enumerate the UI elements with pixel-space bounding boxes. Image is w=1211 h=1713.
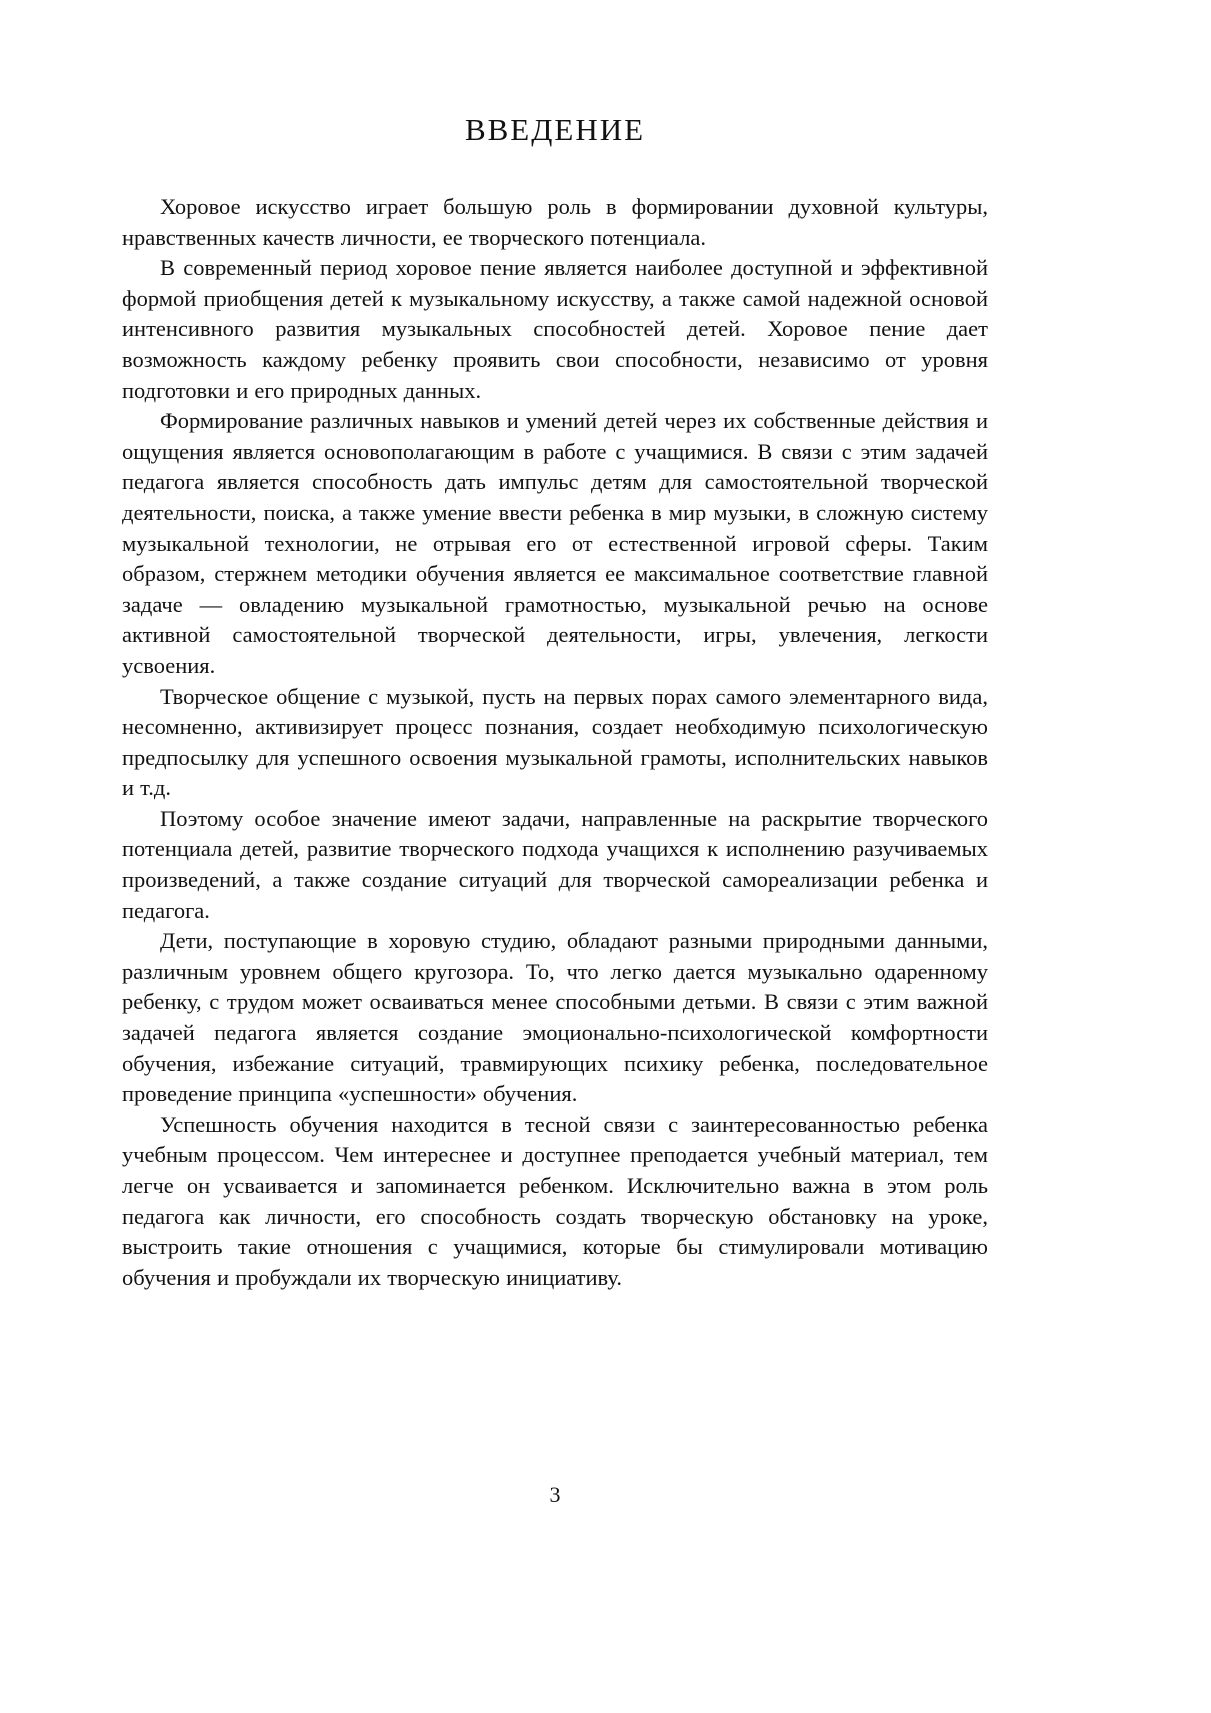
page-number: 3 [549,1482,561,1507]
paragraph-7: Успешность обучения находится в тесной связи с заинтересованностью ребенка учебным процессом. Чем интереснее и доступнее преподается учебный материал, тем легче он усваивается и запоминается ребенком. Исключительно важна в этом роль педагога как личности, его способность создать творческую обстановку на уроке, выстроить такие отношения с учащимися, которые бы стимулировали мотивацию обучения и пробуждали их творческую инициативу. [122,1111,988,1290]
page-title: ВВЕДЕНИЕ [464,112,646,147]
paragraph-5: Поэтому особое значение имеют задачи, направленные на раскрытие творческого потенциала детей, развитие творческого подхода учащихся к исполнению разучиваемых произведений, а также создание ситуаций для творческой самореализации ребенка и педагога. [122,805,988,923]
paragraph-2: В современный период хоровое пение является наиболее доступной и эффективной формой приобщения детей к музыкальному искусству, а также самой надежной основой интенсивного развития музыкальных способностей детей. Хоровое пение дает возможность каждому ребенку проявить свои способности, независимо от уровня подготовки и его природных данных. [122,255,988,403]
paragraph-1: Хоровое искусство играет большую роль в формировании духовной культуры, нравственных качеств личности, ее творческого потенциала. [122,194,988,250]
paragraph-4: Творческое общение с музыкой, пусть на первых порах самого элементарного вида, несомненно, активизирует процесс познания, создает необходимую психологическую предпосылку для успешного освоения музыкальной грамоты, исполнительских навыков и т.д. [122,683,988,801]
paragraph-6: Дети, поступающие в хоровую студию, обладают разными природными данными, различным уровнем общего кругозора. То, что легко дается музыкально одаренному ребенку, с трудом может осваиваться менее способными детьми. В связи с этим важной задачей педагога является создание эмоционально-психологической комфортности обучения, избежание ситуаций, травмирующих психику ребенка, последовательное проведение принципа «успешности» обучения. [122,928,988,1107]
body-text [122,192,988,1293]
paragraph-3: Формирование различных навыков и умений детей через их собственные действия и ощущения является основополагающим в работе с учащимися. В связи с этим задачей педагога является способность дать импульс детям для самостоятельной творческой деятельности, поиска, а также умение ввести ребенка в мир музыки, в сложную систему музыкальной технологии, не отрывая его от естественной игровой сферы. Таким образом, стержнем методики обучения является ее максимальное соответствие главной задаче — овладению музыкальной грамотностью, музыкальной речью на основе активной самостоятельной творческой деятельности, игры, увлечения, легкости усвоения. [122,408,988,678]
